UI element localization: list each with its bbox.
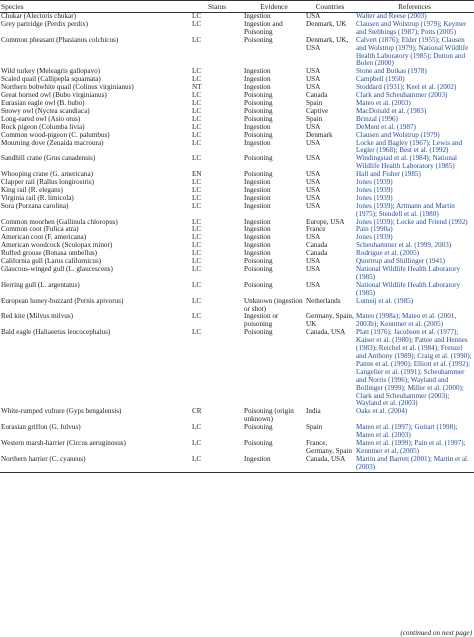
continued-note: (continued on next page) [400, 629, 472, 637]
cell-status: LC [191, 456, 243, 472]
cell-evidence: Ingestion [244, 218, 271, 226]
cell-species: Virginia rail (R. limicola) [1, 194, 74, 202]
cell-countries: Canada [306, 250, 328, 258]
cell-status: LC [192, 179, 202, 187]
table-row [0, 68, 474, 76]
cell-references: Walter and Reese (2003) [356, 12, 427, 20]
cell-countries: Canada, USA [305, 456, 355, 472]
cell-species: Glaucous-winged gull (L. glaucescens) [1, 266, 113, 273]
cell-species: Eurasian eagle owl (B. bubo) [1, 99, 85, 107]
cell-species: European honey-buzzard (Pernis apivorus) [1, 297, 124, 305]
cell-references: Jones (1939); Artmann and Martin (1975); Stendell et al. (1980) [356, 202, 455, 218]
cell-evidence: Ingestion [244, 186, 271, 194]
table-row [0, 408, 474, 424]
cell-countries: USA [306, 202, 321, 210]
cell-countries: France, Germany, Spain [306, 439, 352, 455]
cell-countries: USA [306, 139, 321, 147]
cell-species: Herring gull (L. argentatus) [1, 281, 80, 289]
cell-countries: USA [306, 84, 321, 92]
cell-countries: France [306, 226, 326, 234]
cell-species: Scaled quail (Callipepla squamata) [1, 76, 101, 84]
cell-references: National Wildlife Health Laboratory (1985) [356, 266, 461, 281]
cell-status: NT [192, 84, 202, 92]
cell-countries: Spain [306, 99, 323, 107]
table-row [0, 440, 474, 456]
cell-countries: Denmark [306, 131, 333, 139]
table-row [0, 424, 474, 440]
cell-evidence: Ingestion [244, 68, 271, 76]
table-row [0, 456, 474, 472]
cell-references: Lumeij et al. (1985) [356, 297, 414, 305]
cell-countries: USA [306, 234, 321, 242]
cell-evidence: Poisoning [244, 36, 273, 44]
cell-status: EN [192, 171, 202, 179]
table-row [0, 140, 474, 156]
header-references: References [355, 1, 474, 13]
cell-references: Calvert (1876); Elder (1955); Clausen and Wolstrup (1979); National Wildlife Health Laboratory (1985); Dutton and Bolen (2000) [356, 36, 469, 68]
cell-countries: Captive [306, 107, 329, 115]
table-row [0, 100, 474, 108]
cell-countries: Canada, USA [306, 329, 346, 337]
cell-countries: India [306, 408, 321, 416]
cell-references: Mateo et al. (2003) [356, 99, 411, 107]
cell-species: Sora (Porzana carolina) [1, 202, 69, 210]
header-countries: Countries [305, 1, 355, 13]
cell-status: LC [192, 297, 202, 305]
cell-status: LC [192, 202, 202, 210]
cell-status: LC [192, 313, 202, 321]
header-evidence: Evidence [243, 1, 305, 13]
cell-evidence: Poisoning [244, 99, 273, 107]
cell-references: Jones (1939); Locke and Friend (1992) [356, 218, 468, 226]
table-row [0, 13, 474, 21]
cell-references: Campbell (1950) [356, 76, 405, 84]
table-row [0, 92, 474, 100]
cell-evidence: Poisoning [244, 107, 273, 115]
cell-evidence: Unknown (ingestion or shot) [244, 297, 303, 313]
cell-evidence: Ingestion [244, 179, 271, 187]
cell-status: CR [192, 408, 202, 416]
cell-evidence: Poisoning [244, 115, 273, 123]
cell-evidence: Poisoning [244, 439, 273, 447]
cell-species: American woodcock (Scolopax minor) [1, 242, 113, 250]
cell-countries: USA [306, 194, 321, 202]
cell-references: Clausen and Wolstrup (1979) [356, 131, 440, 139]
cell-species: Eurasian griffon (G. fulvus) [1, 424, 81, 432]
cell-references: Pain (1990a) [356, 226, 393, 234]
cell-references: National Wildlife Health Laboratory (1985) [356, 281, 461, 297]
cell-countries: USA [306, 186, 321, 194]
cell-status: LC [192, 226, 202, 234]
cell-evidence: Ingestion [244, 226, 271, 234]
cell-references: Hall and Fisher (1985) [356, 171, 421, 179]
cell-evidence: Ingestion [244, 139, 271, 147]
cell-status: LC [192, 36, 202, 44]
table-row [0, 84, 474, 92]
cell-evidence: Poisoning [244, 171, 273, 179]
cell-species: Chukar (Alectoris chukar) [1, 12, 76, 20]
cell-evidence: Ingestion [244, 234, 271, 242]
cell-references: Stoddard (1931); Keel et al. (2002) [356, 84, 457, 92]
table-row [0, 171, 474, 179]
cell-references: Mateo (1998a); Mateo et al. (2001, 2003b); Kenntner et al. (2005) [356, 313, 457, 329]
cell-evidence: Poisoning [244, 258, 273, 266]
cell-references: Locke and Bagley (1967); Lewis and Legler (1968); Best et al. (1992) [356, 139, 463, 155]
cell-references: Windingstad et al. (1984); National Wildlife Health Laboratory (1985) [356, 155, 458, 171]
cell-references: Brinzal (1996) [356, 115, 398, 123]
cell-status: LC [192, 92, 202, 100]
table-row [0, 195, 474, 203]
cell-references: Jones (1939) [356, 234, 393, 242]
cell-evidence: Poisoning [244, 424, 273, 432]
table-row [0, 116, 474, 124]
table-row [0, 242, 474, 250]
cell-species: California gull (Larus californicus) [1, 258, 102, 266]
cell-species: Common coot (Fulica atra) [1, 226, 79, 234]
cell-countries: USA [306, 179, 321, 187]
cell-status: LC [192, 76, 202, 84]
table-row [0, 76, 474, 84]
table-row [0, 203, 474, 219]
cell-status: LC [192, 250, 202, 258]
cell-evidence: Poisoning (origin unknown) [244, 408, 294, 424]
table-row [0, 179, 474, 187]
cell-species: King rail (R. elegans) [1, 186, 63, 194]
cell-evidence: Ingestion or poisoning [244, 313, 279, 329]
cell-references: Jones (1939) [356, 179, 393, 187]
cell-countries: Spain [306, 424, 323, 432]
cell-references: DeMent et al. (1987) [356, 123, 416, 131]
cell-references: Clausen and Wolstrup (1979); Keymer and Stebbings (1987); Potts (2005) [356, 20, 467, 36]
cell-countries: USA [306, 76, 321, 84]
cell-evidence: Ingestion [244, 84, 271, 92]
cell-evidence: Poisoning [244, 281, 273, 289]
cell-species: Grey partridge (Perdix perdix) [1, 20, 89, 28]
cell-species: Common moorhen (Gallinula chloropus) [1, 218, 118, 226]
cell-references: Clark and Scheuhammer (2003) [356, 92, 448, 100]
cell-evidence: Poisoning [244, 131, 273, 139]
table-row [0, 108, 474, 116]
cell-evidence: Ingestion and Poisoning [244, 20, 283, 36]
cell-status: LC [192, 20, 202, 28]
table-row [0, 21, 474, 37]
cell-references: Scheuhammer et al. (1999, 2003) [356, 242, 452, 250]
table-row [0, 37, 474, 69]
cell-status: LC [192, 107, 202, 115]
cell-countries: USA [306, 155, 321, 163]
cell-species: Bald eagle (Haliaeetus leucocephalus) [1, 329, 111, 337]
cell-status: LC [192, 115, 202, 123]
table-row [0, 329, 474, 408]
cell-countries: Spain [306, 115, 323, 123]
cell-species: Wild turkey (Meleagris gallopavo) [1, 68, 101, 76]
cell-countries: USA [306, 266, 321, 273]
cell-status: LC [192, 281, 202, 289]
cell-countries: USA [306, 123, 321, 131]
cell-evidence: Ingestion [244, 242, 271, 250]
cell-species: Western marsh-harrier (Circus aeruginosus) [1, 439, 126, 447]
cell-status: LC [192, 123, 202, 131]
cell-countries: USA [306, 12, 321, 20]
cell-evidence: Ingestion [244, 250, 271, 258]
cell-references: Jones (1939) [356, 194, 393, 202]
cell-species: Whooping crane (G. americana) [1, 171, 93, 179]
cell-status: LC [192, 68, 202, 76]
cell-status: LC [192, 329, 202, 337]
cell-countries: USA [306, 68, 321, 76]
cell-countries: Canada [306, 92, 328, 100]
table-body [0, 13, 474, 473]
cell-references: Martin and Barrett (2001); Martin et al. (2003) [355, 456, 474, 472]
cell-countries: Canada [306, 242, 328, 250]
cell-species: Clapper rail (Rallus longirostris) [1, 179, 95, 187]
cell-status: LC [192, 266, 202, 273]
cell-references: Oaks et al. (2004) [356, 408, 408, 416]
cell-species: Common wood-pigeon (C. palumbus) [1, 131, 110, 139]
cell-evidence: Poisoning [244, 266, 273, 273]
cell-status: LC [192, 424, 202, 432]
table-row [0, 124, 474, 132]
table-row [0, 226, 474, 234]
cell-species: Mourning dove (Zenaida macroura) [1, 139, 104, 147]
cell-species: Long-eared owl (Asio otus) [1, 115, 81, 123]
cell-evidence: Ingestion [244, 123, 271, 131]
cell-references: Platt (1976); Jacobson et al. (1977); Kaiser et al. (1980); Pattee and Hennes (1983); Reichel et al. (1984); Frenzel and Anthony (1989); Craig et al. (1990); Pattee et al. (1990); Elliott et al. (1992); Langelier et al. (1991); Scheuhammer and Norris (1996); Wayland and Bollinger (1999); Miller et al. (2000); Clark and Scheuhammer (2003); Wayland et al. (2003) [356, 329, 472, 408]
cell-countries: USA [306, 258, 321, 266]
cell-evidence: Poisoning [244, 92, 273, 100]
cell-evidence: Ingestion [243, 456, 305, 472]
cell-species: White-rumped vulture (Gyps bengalensis) [1, 408, 122, 416]
table-row [0, 187, 474, 195]
table-row [0, 266, 474, 282]
cell-evidence: Ingestion [244, 202, 271, 210]
cell-evidence: Ingestion [244, 76, 271, 84]
cell-evidence: Poisoning [244, 155, 273, 163]
cell-evidence: Poisoning [244, 329, 273, 337]
cell-countries: Denmark, UK [306, 20, 347, 28]
cell-countries: Netherlands [306, 297, 341, 305]
cell-species: Common pheasant (Phasianus colchicus) [1, 36, 119, 44]
table-row [0, 298, 474, 314]
cell-references: Stone and Butkas (1978) [356, 68, 427, 76]
table-row [0, 132, 474, 140]
table-row [0, 155, 474, 171]
table-row [0, 250, 474, 258]
cell-status: LC [192, 258, 202, 266]
cell-status: LC [192, 139, 202, 147]
cell-species: Northern harrier (C. cyaneus) [0, 456, 191, 472]
cell-status: LC [192, 99, 202, 107]
table-row [0, 234, 474, 242]
cell-evidence: Ingestion [244, 12, 271, 20]
table-header-row [0, 1, 474, 13]
cell-references: MacDonald et al. (1983) [356, 107, 427, 115]
cell-status: LC [192, 234, 202, 242]
cell-species: Red kite (Milvus milvus) [1, 313, 73, 321]
table-row [0, 258, 474, 266]
cell-countries: Europe, USA [306, 218, 345, 226]
cell-countries: USA [306, 281, 321, 289]
cell-references: Rodrigue et al. (2005) [356, 250, 420, 258]
cell-countries: Denmark, UK, USA [306, 36, 349, 52]
cell-status: LC [192, 194, 202, 202]
table-row [0, 219, 474, 227]
cell-status: LC [192, 218, 202, 226]
cell-species: American coot (F. americana) [1, 234, 87, 242]
header-status: Status [191, 1, 243, 13]
cell-species: Rock pigeon (Columba livia) [1, 123, 85, 131]
cell-species: Great horned owl (Bubo virginianus) [1, 92, 107, 100]
cell-species: Snowy owl (Nyctea scandiaca) [1, 107, 90, 115]
cell-references: Jones (1939) [356, 186, 393, 194]
cell-status: LC [192, 12, 202, 20]
cell-evidence: Ingestion [244, 194, 271, 202]
cell-references: Quortrup and Shillinger (1941) [356, 258, 446, 266]
cell-countries: Germany, Spain, UK [306, 313, 354, 329]
table-row [0, 313, 474, 329]
cell-species: Ruffed grouse (Bonasa umbellus) [1, 250, 98, 258]
cell-status: LC [192, 131, 202, 139]
cell-countries: USA [306, 171, 321, 179]
cell-species: Sandhill crane (Grus canadensis) [1, 155, 96, 163]
cell-references: Mateo et al. (1997); Guitart (1998); Mateo et al. (2003) [356, 424, 458, 440]
table-row [0, 282, 474, 298]
cell-status: LC [192, 186, 202, 194]
cell-references: Mateo et al. (1999); Pain et al. (1997); Kenntner et al. (2005) [356, 439, 466, 455]
header-species: Species [0, 1, 191, 13]
cell-status: LC [192, 242, 202, 250]
cell-species: Northern bobwhite quail (Colinus virginianus) [1, 84, 134, 92]
cell-status: LC [192, 155, 202, 163]
cell-status: LC [192, 439, 202, 447]
